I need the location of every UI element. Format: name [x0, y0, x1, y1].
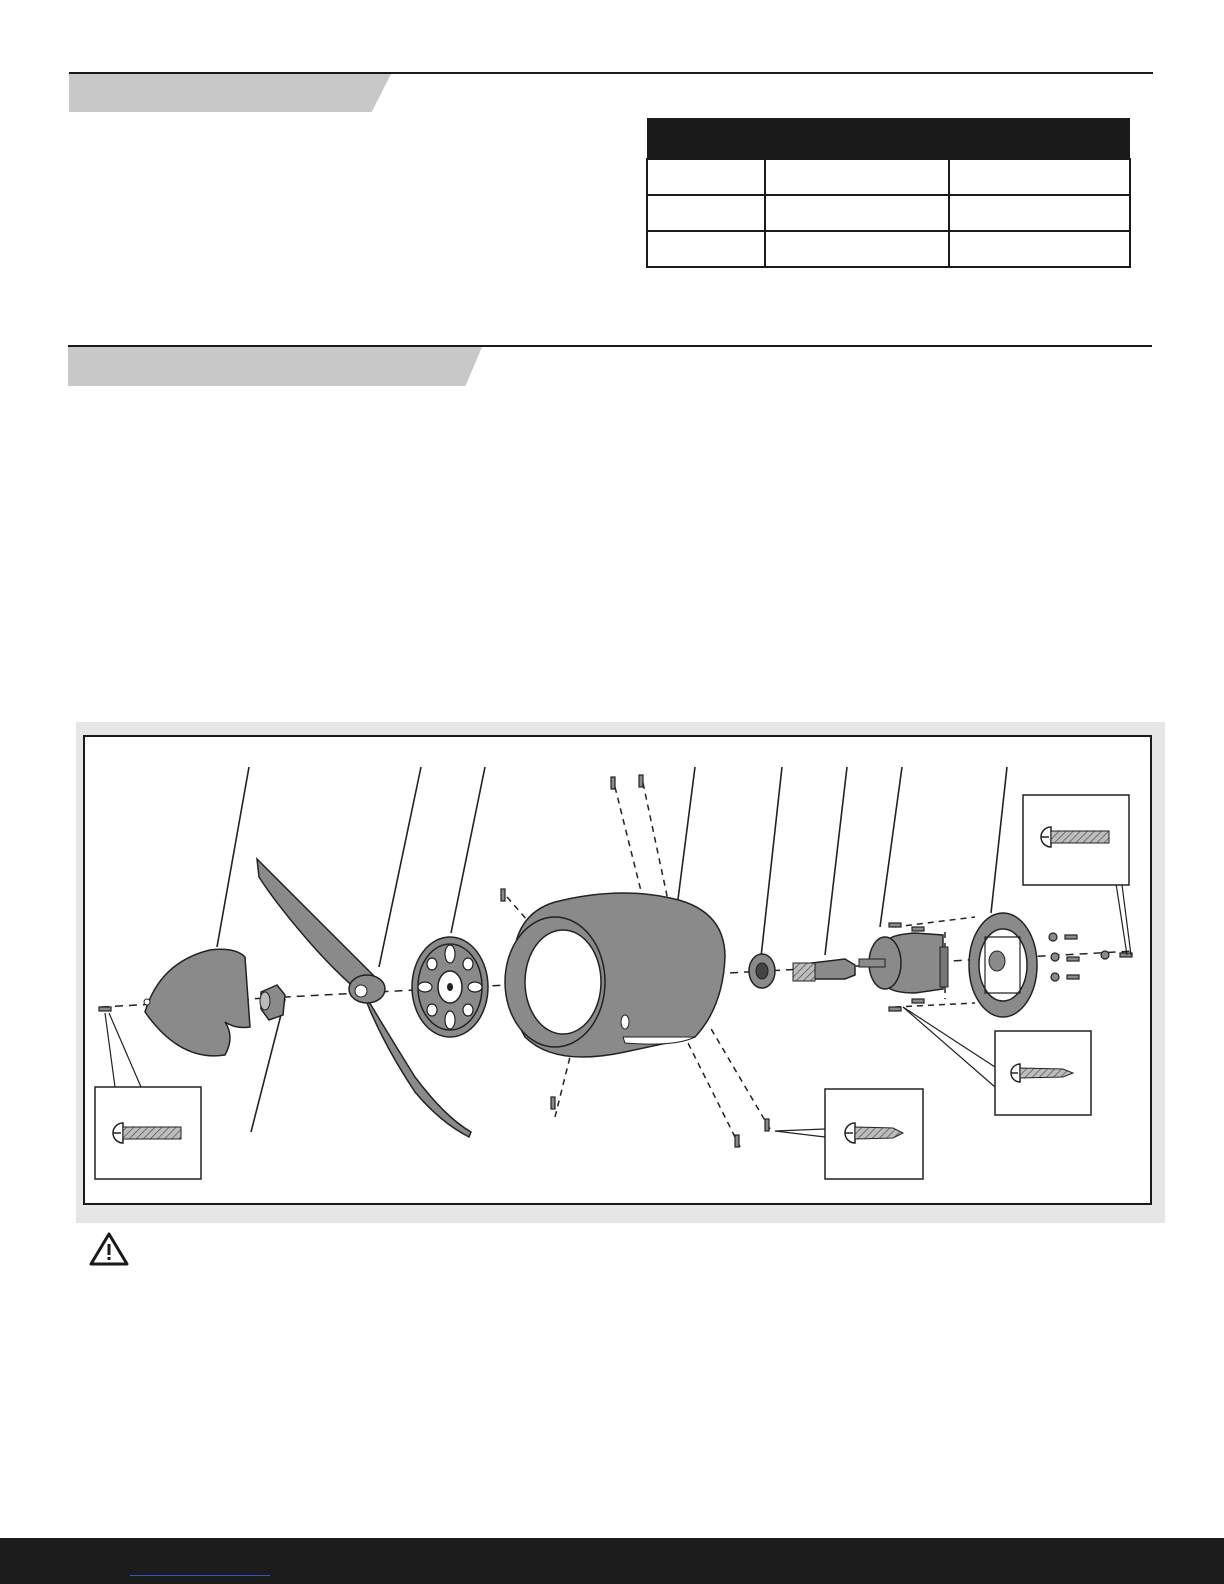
spec-table-header	[647, 118, 1130, 159]
table-row	[647, 195, 1130, 231]
footer-link[interactable]	[130, 1575, 270, 1576]
inset-self-tapping-screw-right	[995, 1031, 1091, 1115]
spinner-nut	[260, 985, 285, 1020]
table-row	[647, 159, 1130, 195]
table-row	[647, 231, 1130, 267]
prop-shaft-adapter	[793, 959, 855, 981]
table-cell	[765, 159, 949, 195]
inset-machine-screw-left	[95, 1087, 201, 1179]
motor	[859, 933, 948, 993]
motor-mount	[969, 913, 1037, 1017]
footer-bar	[0, 1538, 1224, 1584]
spinner-cone	[145, 949, 250, 1056]
section-header-2	[68, 347, 482, 386]
prop-adapter-plate	[412, 937, 488, 1037]
table-cell	[949, 231, 1130, 267]
table-cell	[647, 195, 765, 231]
spec-table	[646, 118, 1131, 268]
table-cell	[647, 159, 765, 195]
cowling	[505, 893, 725, 1057]
exploded-diagram	[83, 735, 1152, 1205]
table-cell	[647, 231, 765, 267]
spec-table-header-row	[647, 118, 1130, 159]
section-rule-1	[69, 72, 1153, 74]
exploded-diagram-svg	[85, 737, 1150, 1203]
table-cell	[949, 159, 1130, 195]
collet	[749, 954, 775, 988]
section-rule-2	[68, 345, 1152, 347]
table-cell	[949, 195, 1130, 231]
table-cell	[765, 195, 949, 231]
warning-triangle-icon	[88, 1231, 130, 1267]
spinner-screw-hole	[144, 999, 150, 1005]
section-header-1	[69, 74, 391, 112]
table-cell	[765, 231, 949, 267]
inset-self-tapping-screw-middle	[825, 1089, 923, 1179]
inset-machine-screw-right	[1023, 795, 1129, 885]
